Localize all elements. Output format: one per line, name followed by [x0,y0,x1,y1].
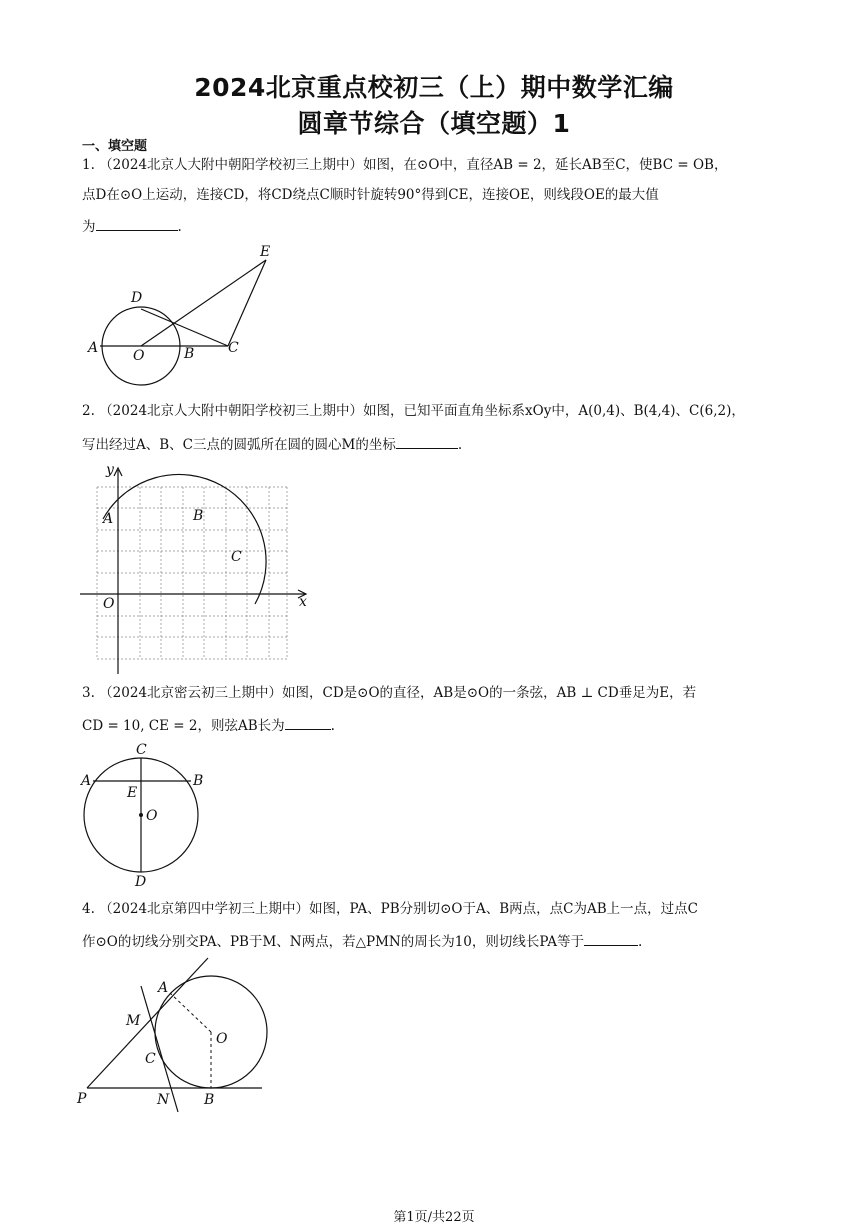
q1-label-D: D [131,290,143,306]
q3-label-B: B [193,773,204,789]
q4-line2-suffix: . [637,934,643,950]
q2-label-A: A [103,511,114,527]
q2-label-x: x [299,594,307,610]
q1-line2: 点D在⊙O上运动，连接CD，将CD绕点C顺时针旋转90°得到CE，连接OE，则线段OE的最大值 [82,187,659,203]
q1-line3-suffix: . [177,219,182,235]
q3-line2-prefix: CD = 10, CE = 2，则弦AB长为 [82,718,285,734]
q1-line1: 1. （2024北京人大附中朝阳学校初三上期中）如图，在⊙O中，直径AB = 2，延长AB至C，使BC = OB， [82,157,728,173]
q4-line1: 4. （2024北京第四中学初三上期中）如图，PA、PB分别切⊙O于A、B两点，点C为AB上一点，过点C [82,901,699,917]
q4-label-P: P [77,1091,87,1107]
q3-label-D: D [135,874,147,890]
q4-line2-prefix: 作⊙O的切线分别交PA、PB于M、N两点，若△PMN的周长为10，则切线长PA等于 [82,934,584,950]
q1-label-O: O [133,348,145,364]
q2-label-O: O [103,596,115,612]
page-title: 2024北京重点校初三（上）期中数学汇编 [194,73,674,102]
q3-label-C: C [136,742,147,758]
q2-label-B: B [193,508,204,524]
page-subtitle: 圆章节综合（填空题）1 [297,109,571,138]
q1-label-B: B [184,346,195,362]
q4-label-O: O [216,1031,228,1047]
section-heading: 一、填空题 [82,139,148,154]
q4-label-B: B [204,1092,215,1108]
q1-label-A: A [88,340,99,356]
q2-label-C: C [231,549,242,565]
q3-line2-suffix: . [330,718,335,734]
q3-label-E: E [127,785,138,801]
q4-label-A: A [158,980,169,996]
q4-label-C: C [145,1051,156,1067]
q4-radius-OA [170,993,211,1032]
q3-label-O: O [146,808,158,824]
q2-label-y: y [106,462,114,478]
q2-line2-prefix: 写出经过A、B、C三点的圆弧所在圆的圆心M的坐标 [82,437,396,453]
q3-line1: 3. （2024北京密云初三上期中）如图，CD是⊙O的直径，AB是⊙O的一条弦，AB ⊥ CD垂足为E，若 [82,685,697,701]
q2-line2-suffix: . [457,437,463,453]
q1-line3-prefix: 为 [82,219,96,235]
q4-label-N: N [157,1092,170,1108]
q4-label-M: M [126,1013,141,1029]
q3-label-A: A [81,773,92,789]
q1-label-C: C [228,340,239,356]
q4-tangent-PA [87,958,208,1088]
q1-label-E: E [260,244,271,260]
q2-line1: 2. （2024北京人大附中朝阳学校初三上期中）如图，已知平面直角坐标系xOy中，A(0,4)、B(4,4)、C(6,2)， [82,403,745,419]
page-footer: 第1页/共22页 [393,1210,475,1225]
